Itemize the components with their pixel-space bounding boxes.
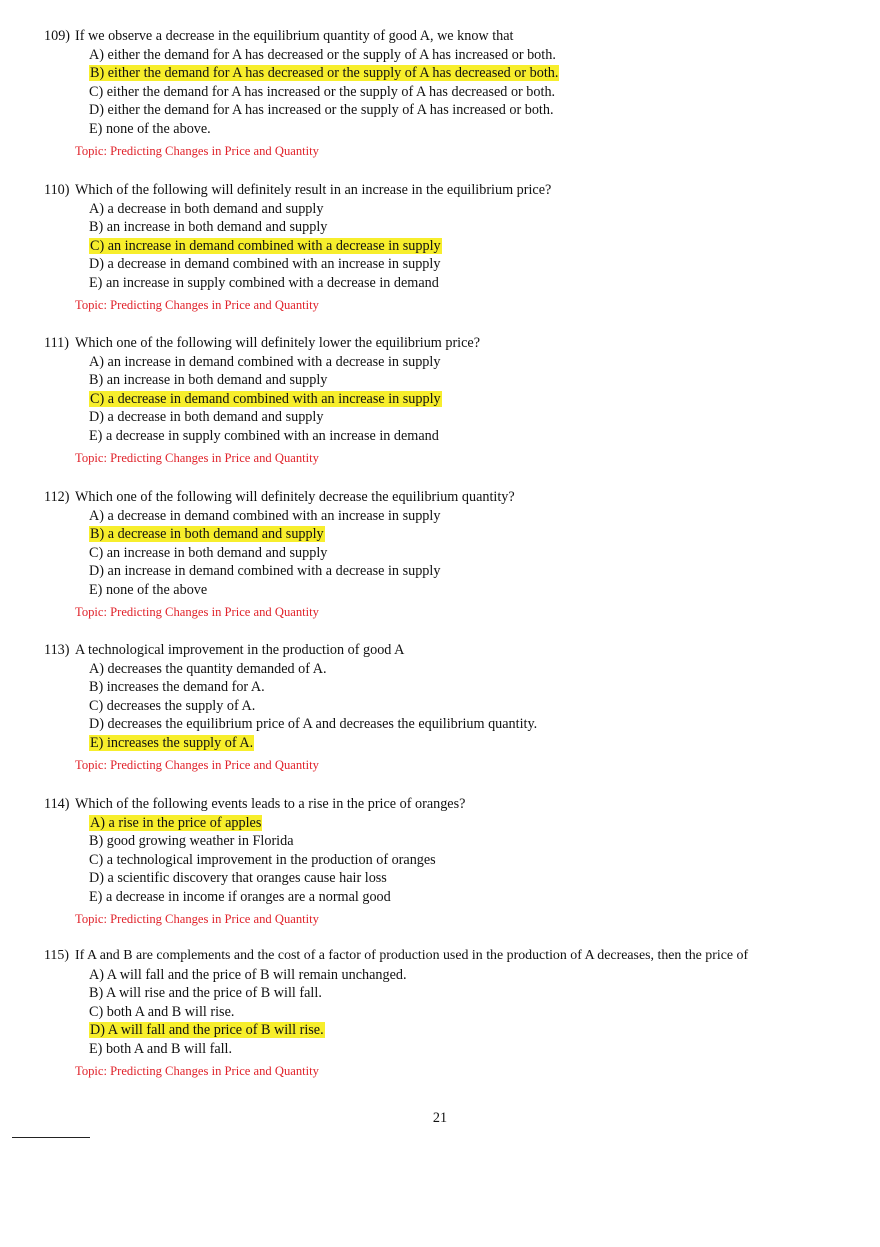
answer-option: B) good growing weather in Florida	[89, 833, 294, 849]
topic-label: Topic: Predicting Changes in Price and Quantity	[75, 605, 319, 619]
answer-option: A) a decrease in demand combined with an increase in supply	[89, 508, 441, 524]
highlighted-answer: D) A will fall and the price of B will rise.	[90, 1022, 324, 1038]
answer-option	[89, 734, 254, 752]
answer-option: D) a decrease in demand combined with an increase in supply	[89, 256, 441, 272]
answer-option: E) both A and B will fall.	[89, 1041, 233, 1057]
highlighted-answer: B) a decrease in both demand and supply	[90, 526, 324, 542]
answer-option: B) A will rise and the price of B will fall.	[89, 985, 322, 1001]
answer-option	[89, 814, 262, 832]
answer-option	[89, 390, 442, 408]
answer-option: D) decreases the equilibrium price of A and decreases the equilibrium quantity.	[89, 716, 538, 732]
answer-option: A) a decrease in both demand and supply	[89, 201, 324, 217]
question-stem: 109) If we observe a decrease in the equilibrium quantity of good A, we know that	[44, 28, 514, 44]
answer-option	[89, 64, 559, 82]
answer-option	[89, 1021, 325, 1039]
question-stem: 111) Which one of the following will definitely lower the equilibrium price?	[44, 335, 481, 351]
answer-option: D) a scientific discovery that oranges cause hair loss	[89, 870, 387, 886]
answer-option: E) an increase in supply combined with a decrease in demand	[89, 275, 439, 291]
topic-label: Topic: Predicting Changes in Price and Quantity	[75, 912, 319, 926]
answer-option: D) either the demand for A has increased or the supply of A has increased or both.	[89, 102, 554, 118]
answer-option: D) a decrease in both demand and supply	[89, 409, 324, 425]
answer-option: C) a technological improvement in the production of oranges	[89, 852, 436, 868]
answer-option: B) increases the demand for A.	[89, 679, 265, 695]
highlighted-answer: C) an increase in demand combined with a decrease in supply	[90, 238, 441, 254]
question-stem: 110) Which of the following will definitely result in an increase in the equilibrium price?	[44, 182, 552, 198]
highlighted-answer: A) a rise in the price of apples	[90, 815, 262, 831]
answer-option: E) a decrease in supply combined with an increase in demand	[89, 428, 439, 444]
answer-option: A) decreases the quantity demanded of A.	[89, 661, 327, 677]
question-stem: 114) Which of the following events leads to a rise in the price of oranges?	[44, 796, 466, 812]
footnote-rule	[12, 1137, 90, 1138]
topic-label: Topic: Predicting Changes in Price and Quantity	[75, 451, 319, 465]
answer-option: C) both A and B will rise.	[89, 1004, 235, 1020]
question-stem: 113) A technological improvement in the production of good A	[44, 642, 405, 658]
answer-option: E) none of the above.	[89, 121, 211, 137]
question-stem: 112) Which one of the following will definitely decrease the equilibrium quantity?	[44, 489, 515, 505]
question-stem: 115) If A and B are complements and the cost of a factor of production used in the production of A decreases, then the price of	[44, 948, 749, 963]
page-number: 21	[432, 1110, 448, 1126]
answer-option: C) either the demand for A has increased or the supply of A has decreased or both.	[89, 84, 556, 100]
answer-option: B) an increase in both demand and supply	[89, 219, 328, 235]
answer-option: C) decreases the supply of A.	[89, 698, 256, 714]
answer-option: E) a decrease in income if oranges are a normal good	[89, 889, 391, 905]
answer-option: D) an increase in demand combined with a decrease in supply	[89, 563, 441, 579]
answer-option: E) none of the above	[89, 582, 208, 598]
highlighted-answer: E) increases the supply of A.	[90, 735, 254, 751]
topic-label: Topic: Predicting Changes in Price and Quantity	[75, 1064, 319, 1078]
answer-option: A) A will fall and the price of B will remain unchanged.	[89, 967, 407, 983]
answer-option: A) either the demand for A has decreased or the supply of A has increased or both.	[89, 47, 556, 63]
answer-option: A) an increase in demand combined with a decrease in supply	[89, 354, 441, 370]
answer-option	[89, 237, 442, 255]
answer-option: C) an increase in both demand and supply	[89, 545, 328, 561]
topic-label: Topic: Predicting Changes in Price and Quantity	[75, 298, 319, 312]
topic-label: Topic: Predicting Changes in Price and Quantity	[75, 758, 319, 772]
highlighted-answer: B) either the demand for A has decreased or the supply of A has decreased or both.	[90, 65, 559, 81]
highlighted-answer: C) a decrease in demand combined with an increase in supply	[90, 391, 441, 407]
answer-option: B) an increase in both demand and supply	[89, 372, 328, 388]
answer-option	[89, 525, 325, 543]
topic-label: Topic: Predicting Changes in Price and Quantity	[75, 144, 319, 158]
